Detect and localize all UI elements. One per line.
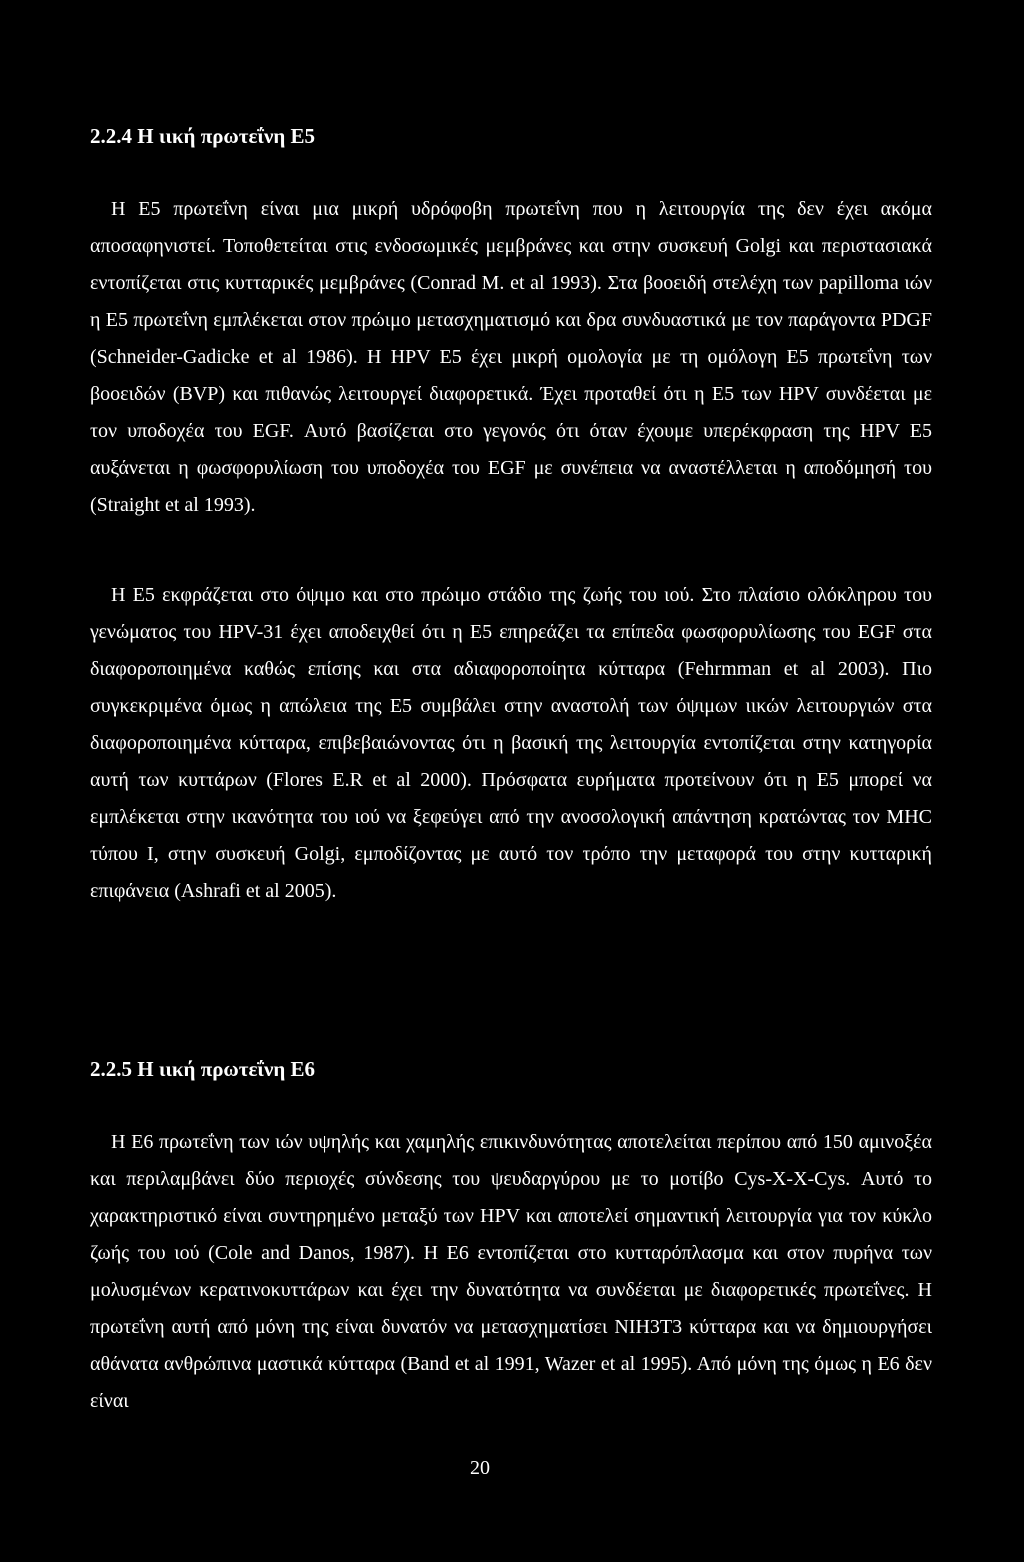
section-heading-e6: 2.2.5 Η ιική πρωτεΐνη Ε6 (90, 1057, 316, 1081)
paragraph-e6-structure: Η Ε6 πρωτεΐνη των ιών υψηλής και χαμηλής επικινδυνότητας αποτελείται περίπου από 150 αμινοξέα και περιλαμβάνει δύο περιοχές σύνδεσης του ψευδαργύρου με το μοτίβο Cys-X-X-Cys. Αυτό το χαρακτηριστικό είναι συντηρημένο μεταξύ των HPV και αποτελεί σημαντική λειτουργία για τον κύκλο ζωής του ιού (Cole and Danos, 1987). Η Ε6 εντοπίζεται στο κυτταρόπλασμα και στον πυρήνα των μολυσμένων κερατινοκυττάρων και έχει την δυνατότητα να συνδέεται με διαφορετικές πρωτεΐνες. Η πρωτεΐνη αυτή από μόνη της είναι δυνατόν να μετασχηματίσει NIH3T3 κύτταρα και να δημιουργήσει αθάνατα ανθρώπινα μαστικά κύτταρα (Band et al 1991, Wazer et al 1995). Από μόνη της όμως η Ε6 δεν είναι (90, 1131, 933, 1412)
section-heading-e5: 2.2.4 Η ιική πρωτεΐνη Ε5 (90, 124, 316, 148)
paragraph-e5-expression: Η Ε5 εκφράζεται στο όψιμο και στο πρώιμο στάδιο της ζωής του ιού. Στο πλαίσιο ολόκληρου του γενώματος του HPV-31 έχει αποδειχθεί ότι η Ε5 επηρεάζει τα επίπεδα φωσφορυλίωσης του EGF στα διαφοροποιημένα καθώς επίσης και στα αδιαφοροποίητα κύτταρα (Fehrmman et al 2003). Πιο συγκεκριμένα όμως η απώλεια της Ε5 συμβάλει στην αναστολή των όψιμων ιικών λειτουργιών στα διαφοροποιημένα κύτταρα, επιβεβαιώνοντας ότι η βασική της λειτουργία εντοπίζεται στην κατηγορία αυτή των κυττάρων (Flores E.R et al 2000). Πρόσφατα ευρήματα προτείνουν ότι η Ε5 μπορεί να εμπλέκεται στην ικανότητα του ιού να ξεφεύγει από την ανοσολογική απάντηση κρατώντας τον MHC τύπου I, στην συσκευή Golgi, εμποδίζοντας με αυτό τον τρόπο την μεταφορά του στην κυτταρική επιφάνεια (Ashrafi et al 2005). (90, 584, 932, 902)
paragraph-e5-function: Η Ε5 πρωτεΐνη είναι μια μικρή υδρόφοβη πρωτεΐνη που η λειτουργία της δεν έχει ακόμα αποσαφηνιστεί. Τοποθετείται στις ενδοσωμικές μεμβράνες και στην συσκευή Golgi και περιστασιακά εντοπίζεται στις κυτταρικές μεμβράνες (Conrad M. et al 1993). Στα βοοειδή στελέχη των papilloma ιών η Ε5 πρωτεΐνη εμπλέκεται στον πρώιμο μετασχηματισμό και δρα συνδυαστικά με τον παράγοντα PDGF (Schneider-Gadicke et al 1986). Η HPV Ε5 έχει μικρή ομολογία με τη ομόλογη Ε5 πρωτεΐνη των βοοειδών (BVP) και πιθανώς λειτουργεί διαφορετικά. Έχει προταθεί ότι η Ε5 των HPV συνδέεται με τον υποδοχέα του EGF. Αυτό βασίζεται στο γεγονός ότι όταν έχουμε υπερέκφραση της HPV Ε5 αυξάνεται η φωσφορυλίωση του υποδοχέα του EGF με συνέπεια να αναστέλλεται η αποδόμησή του (Straight et al 1993). (90, 198, 932, 516)
page-number: 20 (470, 1457, 490, 1479)
